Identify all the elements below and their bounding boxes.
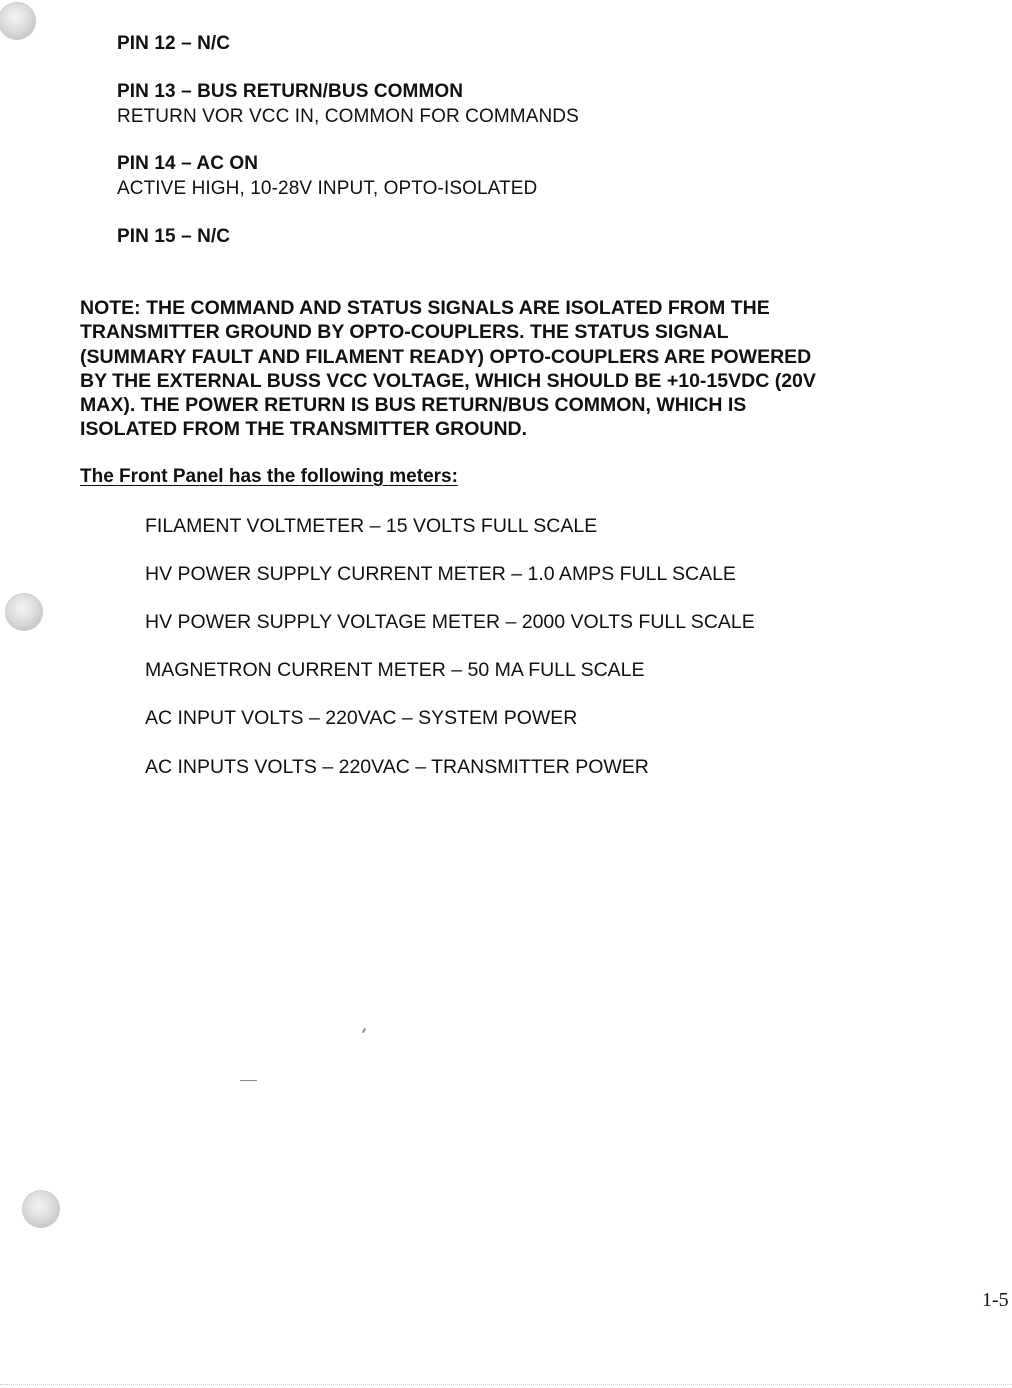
punch-hole-bottom xyxy=(22,1190,60,1228)
meter-item: FILAMENT VOLTMETER – 15 VOLTS FULL SCALE xyxy=(145,515,598,537)
meter-item: HV POWER SUPPLY CURRENT METER – 1.0 AMPS FULL SCALE xyxy=(145,563,736,585)
scan-speck xyxy=(362,1028,366,1033)
note-line: MAX). THE POWER RETURN IS BUS RETURN/BUS COMMON, WHICH IS xyxy=(80,394,747,417)
note-line: (SUMMARY FAULT AND FILAMENT READY) OPTO-COUPLERS ARE POWERED xyxy=(80,345,812,368)
pin-13-description: RETURN VOR VCC IN, COMMON FOR COMMANDS xyxy=(117,106,579,127)
pin-14-title: PIN 14 – AC ON xyxy=(117,153,259,174)
pin-13-title: PIN 13 – BUS RETURN/BUS COMMON xyxy=(117,81,464,102)
pin-12-title: PIN 12 – N/C xyxy=(117,33,231,54)
note-line: NOTE: THE COMMAND AND STATUS SIGNALS ARE ISOLATED FROM THE xyxy=(80,297,770,319)
punch-hole-middle xyxy=(5,593,43,631)
scan-bottom-edge xyxy=(0,1384,1012,1386)
isolation-note xyxy=(80,296,900,442)
note-line: BY THE EXTERNAL BUSS VCC VOLTAGE, WHICH SHOULD BE +10-15VDC (20V xyxy=(80,369,816,392)
note-line: TRANSMITTER GROUND BY OPTO-COUPLERS. THE STATUS SIGNAL xyxy=(80,321,729,344)
pin-14-description: ACTIVE HIGH, 10-28V INPUT, OPTO-ISOLATED xyxy=(117,178,538,199)
meter-item: HV POWER SUPPLY VOLTAGE METER – 2000 VOLTS FULL SCALE xyxy=(145,611,755,633)
meter-item: MAGNETRON CURRENT METER – 50 MA FULL SCALE xyxy=(145,659,645,681)
note-line: ISOLATED FROM THE TRANSMITTER GROUND. xyxy=(80,418,528,441)
punch-hole-top xyxy=(0,2,36,40)
pin-15-title: PIN 15 – N/C xyxy=(117,226,231,247)
meter-item: AC INPUT VOLTS – 220VAC – SYSTEM POWER xyxy=(145,707,578,729)
meters-heading: The Front Panel has the following meters: xyxy=(80,466,458,487)
meter-item: AC INPUTS VOLTS – 220VAC – TRANSMITTER POWER xyxy=(145,756,649,778)
page-number: 1-5 xyxy=(982,1289,1009,1311)
scan-speck xyxy=(240,1080,257,1081)
